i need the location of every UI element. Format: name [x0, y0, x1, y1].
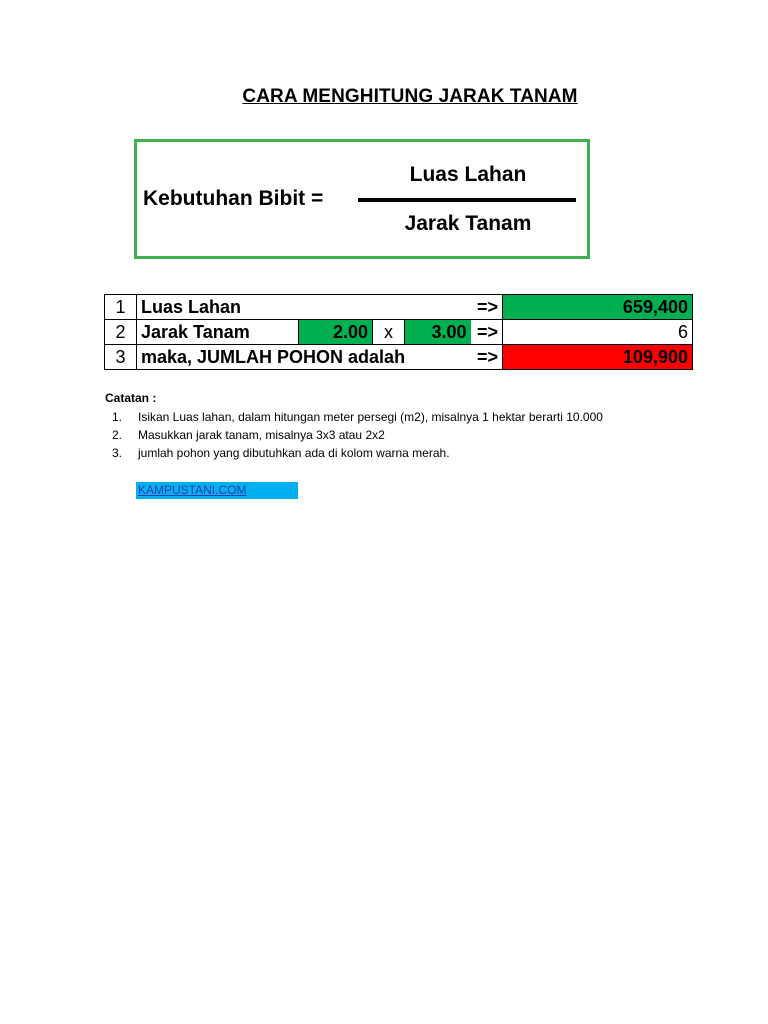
spacing-b-input[interactable]: 3.00	[405, 320, 471, 345]
calculation-table	[104, 294, 693, 370]
kampustani-link[interactable]: KAMPUSTANI.COM	[138, 483, 247, 497]
table-row-spacing	[105, 320, 693, 345]
list-number: 2.	[112, 428, 123, 442]
page-title: CARA MENGHITUNG JARAK TANAM	[242, 86, 578, 107]
list-item	[112, 408, 603, 426]
land-area-input[interactable]: 659,400	[503, 295, 693, 320]
formula-numerator: Luas Lahan	[409, 163, 527, 186]
row-label: Jarak Tanam	[137, 320, 299, 345]
row-arrow: =>	[471, 295, 503, 320]
row-label: maka, JUMLAH POHON adalah	[137, 345, 471, 370]
formula-denominator: Jarak Tanam	[404, 212, 532, 235]
table-row-land-area	[105, 295, 693, 320]
list-item	[112, 426, 603, 444]
list-text: Masukkan jarak tanam, misalnya 3x3 atau 2x2	[138, 428, 385, 442]
formula-lhs: Kebutuhan Bibit =	[143, 187, 324, 210]
list-text: jumlah pohon yang dibutuhkan ada di kolom warna merah.	[138, 446, 450, 460]
link-cell	[136, 482, 298, 499]
row-label: Luas Lahan	[137, 295, 471, 320]
notes-heading: Catatan :	[105, 391, 157, 405]
row-index: 1	[105, 295, 137, 320]
list-number: 1.	[112, 410, 123, 424]
spacing-product: 6	[503, 320, 693, 345]
row-arrow: =>	[471, 320, 503, 345]
fraction-line	[358, 198, 576, 202]
row-index: 3	[105, 345, 137, 370]
list-text: Isikan Luas lahan, dalam hitungan meter persegi (m2), misalnya 1 hektar berarti 10.000	[138, 410, 603, 424]
list-number: 3.	[112, 446, 123, 460]
row-arrow: =>	[471, 345, 503, 370]
tree-count-result: 109,900	[503, 345, 693, 370]
table-row-result	[105, 345, 693, 370]
notes-list	[112, 408, 603, 462]
row-index: 2	[105, 320, 137, 345]
spacing-a-input[interactable]: 2.00	[299, 320, 373, 345]
times-sign: x	[373, 320, 405, 345]
formula-box	[134, 139, 590, 259]
list-item	[112, 444, 603, 462]
